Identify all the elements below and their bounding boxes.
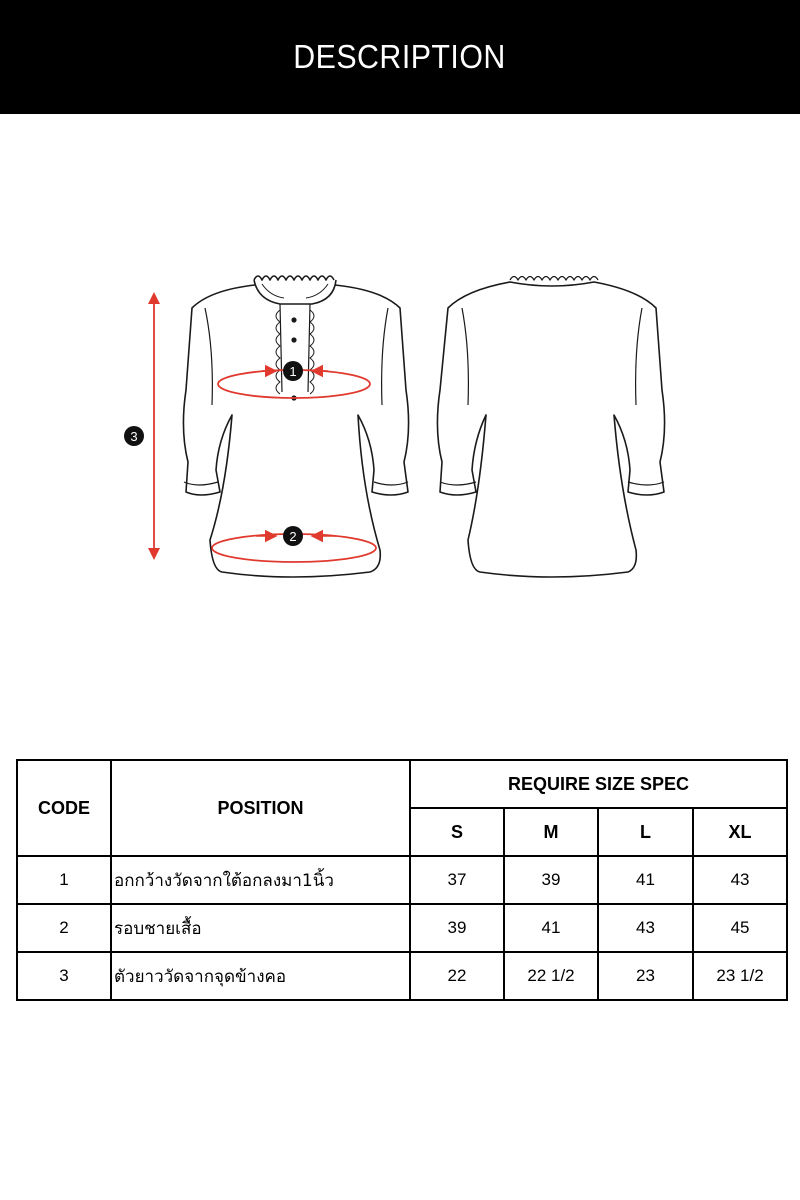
- back-view: [437, 277, 664, 578]
- cell-value: 23 1/2: [693, 952, 787, 1000]
- cell-value: 37: [410, 856, 504, 904]
- cell-value: 41: [504, 904, 598, 952]
- cell-value: 43: [693, 856, 787, 904]
- header-size-m: M: [504, 808, 598, 856]
- table-row: [17, 952, 787, 1000]
- cell-value: 41: [598, 856, 693, 904]
- cell-code: 3: [17, 952, 111, 1000]
- size-spec-table: [16, 759, 788, 1001]
- page-title: DESCRIPTION: [293, 38, 507, 75]
- svg-text:3: 3: [130, 429, 138, 444]
- cell-value: 43: [598, 904, 693, 952]
- cell-value: 39: [410, 904, 504, 952]
- back-collar-ruffle: [510, 277, 598, 281]
- marker-3: [124, 426, 144, 446]
- cell-position: ตัวยาววัดจากจุดข้างคอ: [111, 952, 410, 1000]
- cell-position: อกกว้างวัดจากใต้อกลงมา1นิ้ว: [111, 856, 410, 904]
- cell-code: 2: [17, 904, 111, 952]
- header-size-xl: XL: [693, 808, 787, 856]
- header-code: CODE: [17, 760, 111, 856]
- cell-value: 22: [410, 952, 504, 1000]
- header-size-spec: REQUIRE SIZE SPEC: [410, 760, 787, 808]
- cell-value: 23: [598, 952, 693, 1000]
- garment-diagram: [0, 230, 800, 610]
- header-size-s: S: [410, 808, 504, 856]
- svg-text:2: 2: [289, 529, 297, 544]
- cell-code: 1: [17, 856, 111, 904]
- svg-text:1: 1: [289, 364, 297, 379]
- cell-value: 45: [693, 904, 787, 952]
- header-position: POSITION: [111, 760, 410, 856]
- cell-value: 39: [504, 856, 598, 904]
- table-row: [17, 856, 787, 904]
- marker-2: [283, 526, 303, 546]
- cell-value: 22 1/2: [504, 952, 598, 1000]
- cell-position: รอบชายเสื้อ: [111, 904, 410, 952]
- marker-1: [283, 361, 303, 381]
- table-header-row: [17, 760, 787, 808]
- header-bar: [0, 0, 800, 114]
- back-body-outline: [437, 282, 664, 577]
- table-row: [17, 904, 787, 952]
- header-size-l: L: [598, 808, 693, 856]
